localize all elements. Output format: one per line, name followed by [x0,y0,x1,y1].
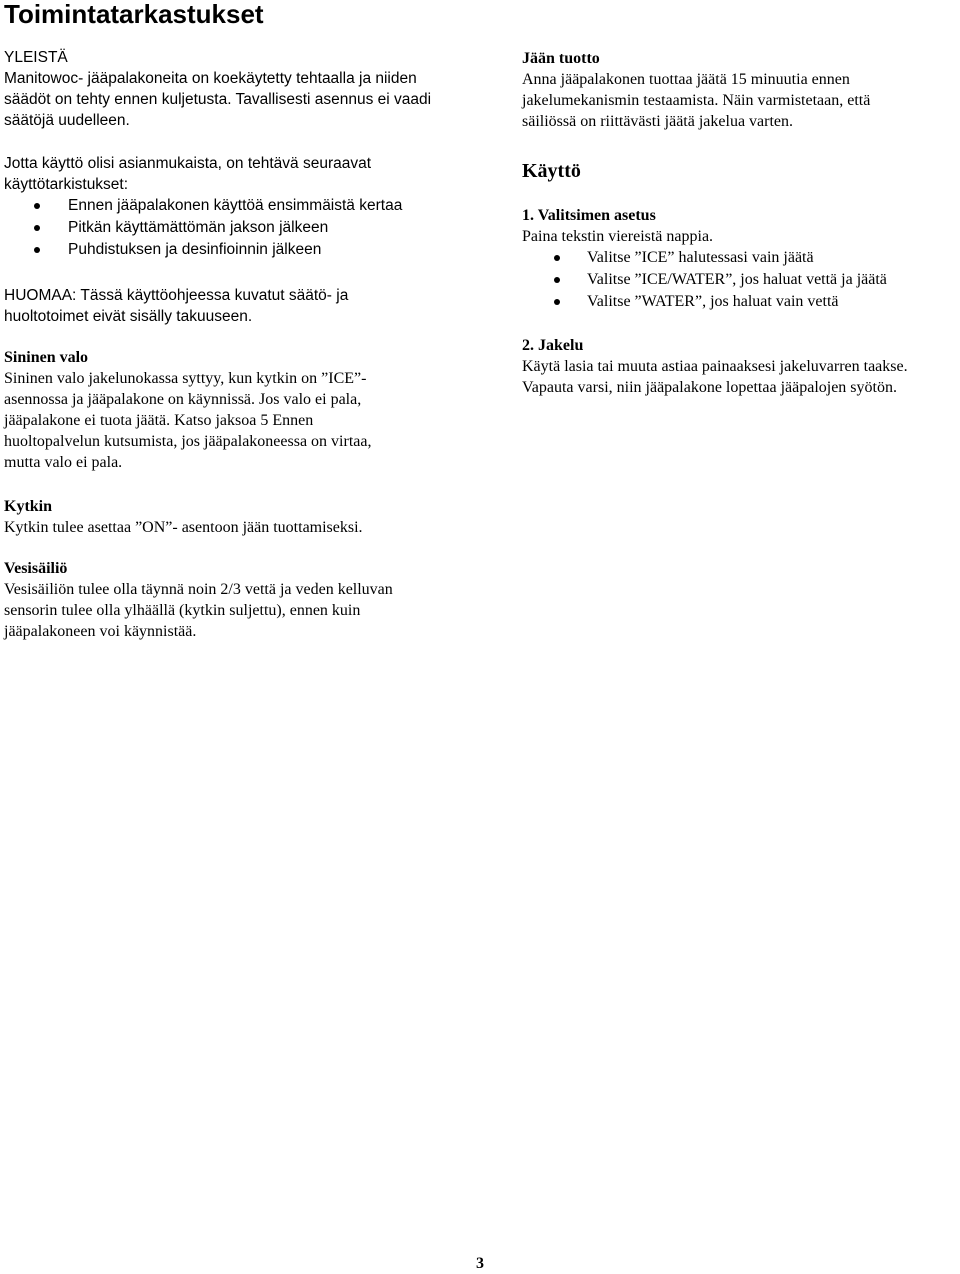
blue-light-line: Sininen valo jakelunokassa syttyy, kun kytkin on ”ICE”- [4,370,367,387]
reservoir-line: jääpalakoneen voi käynnistää. [4,623,197,640]
selector-section [522,205,960,313]
bullet-icon [34,203,40,209]
checks-section [4,153,464,261]
ice-production-heading: Jään tuotto [522,50,600,67]
reservoir-line: sensorin tulee olla ylhäällä (kytkin suljettu), ennen kuin [4,602,361,619]
blue-light-section [4,347,464,473]
bullet-icon [34,225,40,231]
list-item [4,217,464,239]
list-item-text: Pitkän käyttämättömän jakson jälkeen [68,219,329,236]
checks-list [4,195,464,261]
list-item-text: Ennen jääpalakonen käyttöä ensimmäistä kertaa [68,197,403,214]
general-section [4,47,464,131]
general-line: säädöt on tehty ennen kuljetusta. Tavallisesti asennus ei vaadi [4,91,432,108]
checks-intro-line: käyttötarkistukset: [4,176,129,193]
bullet-icon [554,299,560,305]
ice-production-line: Anna jääpalakonen tuottaa jäätä 15 minuutia ennen [522,71,850,88]
list-item [522,291,960,313]
selector-list [522,247,960,313]
list-item-text: Valitse ”ICE” halutessasi vain jäätä [587,249,814,266]
page-number: 3 [476,1255,484,1272]
page-title: Toimintatarkastukset [4,0,264,29]
list-item-text: Valitse ”WATER”, jos haluat vain vettä [587,293,839,310]
reservoir-heading: Vesisäiliö [4,560,68,577]
reservoir-line: Vesisäiliön tulee olla täynnä noin 2/3 vettä ja veden kelluvan [4,581,393,598]
ice-production-section [522,48,960,132]
blue-light-line: asennossa ja jääpalakone on käynnissä. Jos valo ei pala, [4,391,362,408]
usage-section [522,159,960,183]
dispensing-section [522,335,960,398]
dispensing-line: Vapauta varsi, niin jääpalakone lopettaa jääpalojen syötön. [522,379,897,396]
list-item [4,195,464,217]
selector-heading: 1. Valitsimen asetus [522,207,656,224]
list-item [4,239,464,261]
general-line: säätöjä uudelleen. [4,112,130,129]
note-section [4,285,464,327]
bullet-icon [554,277,560,283]
switch-heading: Kytkin [4,498,53,515]
ice-production-line: jakelumekanismin testaamista. Näin varmistetaan, että [522,92,871,109]
note-line: huoltotoimet eivät sisälly takuuseen. [4,308,253,325]
selector-intro: Paina tekstin viereistä nappia. [522,228,714,245]
list-item [522,269,960,291]
blue-light-line: mutta valo ei pala. [4,454,123,471]
blue-light-line: jääpalakone ei tuota jäätä. Katso jaksoa 5 Ennen [4,412,314,429]
bullet-icon [34,247,40,253]
usage-title: Käyttö [522,160,581,182]
bullet-icon [554,255,560,261]
switch-line: Kytkin tulee asettaa ”ON”- asentoon jään tuottamiseksi. [4,519,363,536]
blue-light-heading: Sininen valo [4,349,89,366]
dispensing-line: Käytä lasia tai muuta astiaa painaaksesi jakeluvarren taakse. [522,358,908,375]
switch-section [4,496,464,538]
checks-intro-line: Jotta käyttö olisi asianmukaista, on tehtävä seuraavat [4,155,372,172]
general-line: Manitowoc- jääpalakoneita on koekäytetty tehtaalla ja niiden [4,70,417,87]
list-item-text: Valitse ”ICE/WATER”, jos haluat vettä ja jäätä [587,271,887,288]
dispensing-heading: 2. Jakelu [522,337,584,354]
list-item [522,247,960,269]
note-line: HUOMAA: Tässä käyttöohjeessa kuvatut säätö- ja [4,287,349,304]
list-item-text: Puhdistuksen ja desinfioinnin jälkeen [68,241,322,258]
general-heading: YLEISTÄ [4,49,68,66]
reservoir-section [4,558,464,642]
ice-production-line: säiliössä on riittävästi jäätä jakelua varten. [522,113,794,130]
blue-light-line: huoltopalvelun kutsumista, jos jääpalakoneessa on virtaa, [4,433,372,450]
